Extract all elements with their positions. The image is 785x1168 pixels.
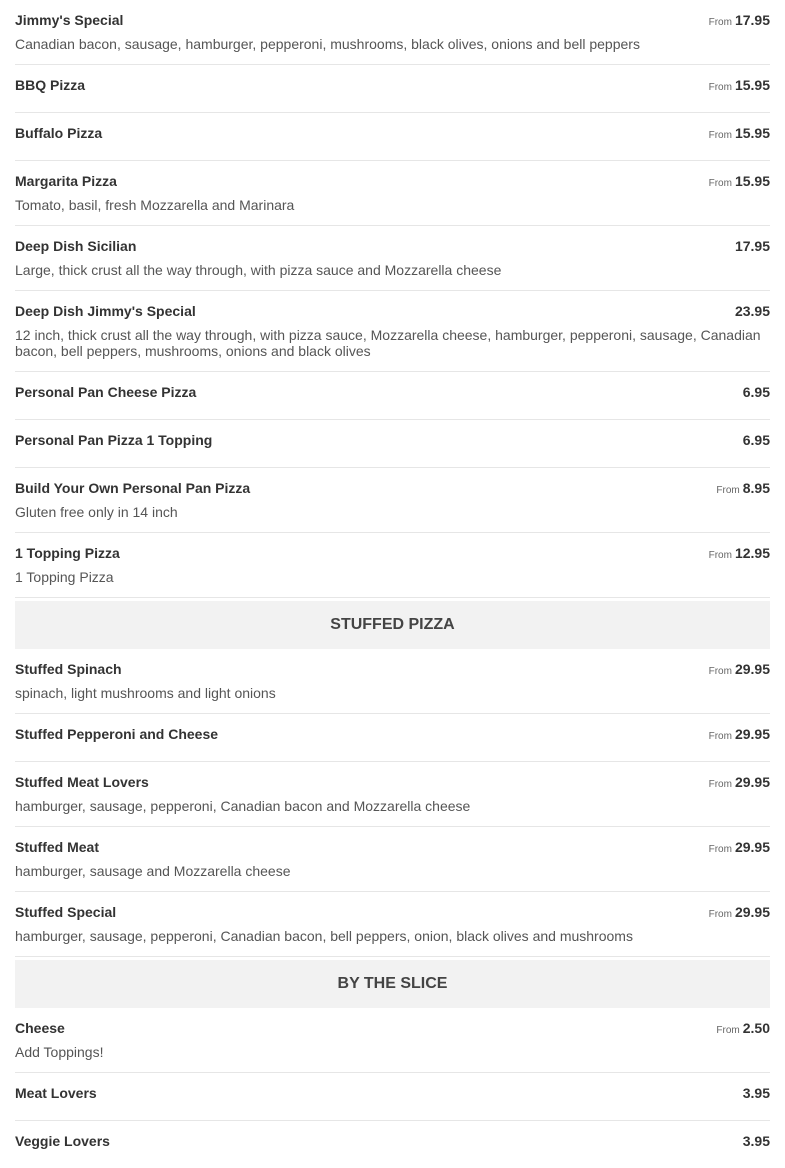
menu-item-description: Gluten free only in 14 inch xyxy=(15,504,178,520)
menu-item-header xyxy=(15,77,770,95)
menu-item-price-group xyxy=(743,1085,770,1103)
menu-item-price: 29.95 xyxy=(734,904,770,920)
menu-item-bbq-pizza[interactable] xyxy=(15,65,770,113)
menu-item-price-group xyxy=(709,125,770,143)
menu-item-stuffed-pepperoni-and-cheese[interactable] xyxy=(15,714,770,762)
menu-item-price-group xyxy=(716,480,770,498)
menu-list xyxy=(15,0,770,1168)
menu-item-description: hamburger, sausage and Mozzarella cheese xyxy=(15,863,291,879)
menu-item-price: 17.95 xyxy=(734,12,770,28)
menu-item-stuffed-spinach[interactable] xyxy=(15,649,770,714)
menu-item-description: Tomato, basil, fresh Mozzarella and Marinara xyxy=(15,197,295,213)
menu-item-price: 29.95 xyxy=(734,661,770,677)
menu-item-meat-lovers[interactable] xyxy=(15,1073,770,1121)
price-from-label: From xyxy=(708,178,732,189)
menu-item-name: Stuffed Meat xyxy=(15,839,99,855)
menu-item-price-group xyxy=(709,77,770,95)
price-from-label: From xyxy=(708,909,732,920)
menu-item-header xyxy=(15,1085,770,1103)
menu-item-name: Margarita Pizza xyxy=(15,173,117,189)
menu-item-price: 3.95 xyxy=(742,1133,770,1149)
menu-item-name: Stuffed Spinach xyxy=(15,661,122,677)
menu-item-price: 29.95 xyxy=(734,839,770,855)
menu-item-name: Personal Pan Cheese Pizza xyxy=(15,384,197,400)
price-from-label: From xyxy=(716,485,740,496)
menu-item-description: hamburger, sausage, pepperoni, Canadian bacon, bell peppers, onion, black olives and mushrooms xyxy=(15,928,633,944)
menu-item-header xyxy=(15,661,770,679)
menu-item-name: Personal Pan Pizza 1 Topping xyxy=(15,432,213,448)
menu-item-name: BBQ Pizza xyxy=(15,77,86,93)
menu-item-price-group xyxy=(709,12,770,30)
menu-item-price-group xyxy=(709,904,770,922)
menu-item-price-group xyxy=(743,432,770,450)
price-from-label: From xyxy=(708,666,732,677)
menu-item-description: Canadian bacon, sausage, hamburger, pepperoni, mushrooms, black olives, onions and bell peppers xyxy=(15,36,640,52)
menu-item-header xyxy=(15,904,770,922)
menu-item-name: 1 Topping Pizza xyxy=(15,545,120,561)
menu-item-header xyxy=(15,12,770,30)
section-header-stuffed-pizza: STUFFED PIZZA xyxy=(15,601,770,649)
menu-item-price: 29.95 xyxy=(734,726,770,742)
menu-item-name: Deep Dish Jimmy's Special xyxy=(15,303,196,319)
price-from-label: From xyxy=(708,844,732,855)
menu-item-cheese[interactable] xyxy=(15,1008,770,1073)
menu-item-price-group xyxy=(709,726,770,744)
menu-item-name: Stuffed Pepperoni and Cheese xyxy=(15,726,219,742)
menu-item-description: spinach, light mushrooms and light onions xyxy=(15,685,276,701)
menu-item-price: 15.95 xyxy=(734,125,770,141)
menu-item-header xyxy=(15,384,770,402)
menu-item-name: Jimmy's Special xyxy=(15,12,124,28)
menu-item-header xyxy=(15,774,770,792)
menu-item-description: hamburger, sausage, pepperoni, Canadian bacon and Mozzarella cheese xyxy=(15,798,471,814)
menu-item-price: 6.95 xyxy=(742,432,770,448)
menu-item-build-your-own-personal-pan-pizza[interactable] xyxy=(15,468,770,533)
menu-item-deep-dish-jimmy-s-special[interactable] xyxy=(15,291,770,372)
menu-item-price-group xyxy=(735,238,770,256)
menu-item-deep-dish-sicilian[interactable] xyxy=(15,226,770,291)
menu-item-name: Meat Lovers xyxy=(15,1085,97,1101)
price-from-label: From xyxy=(708,17,732,28)
section-header-by-the-slice: BY THE SLICE xyxy=(15,960,770,1008)
menu-item-name: Deep Dish Sicilian xyxy=(15,238,137,254)
menu-item-price-group xyxy=(735,303,770,321)
menu-item-stuffed-meat-lovers[interactable] xyxy=(15,762,770,827)
menu-item-stuffed-meat[interactable] xyxy=(15,827,770,892)
menu-item-veggie-lovers[interactable] xyxy=(15,1121,770,1168)
menu-item-price-group xyxy=(709,839,770,857)
menu-item-header xyxy=(15,125,770,143)
price-from-label: From xyxy=(708,779,732,790)
menu-item-header xyxy=(15,480,770,498)
menu-item-price: 12.95 xyxy=(734,545,770,561)
menu-item-price: 15.95 xyxy=(734,173,770,189)
menu-item-header xyxy=(15,1133,770,1151)
price-from-label: From xyxy=(708,130,732,141)
menu-item-header xyxy=(15,1020,770,1038)
menu-item-price-group xyxy=(743,384,770,402)
menu-item-name: Buffalo Pizza xyxy=(15,125,103,141)
menu-item-1-topping-pizza[interactable] xyxy=(15,533,770,598)
menu-item-header xyxy=(15,238,770,256)
menu-item-personal-pan-cheese-pizza[interactable] xyxy=(15,372,770,420)
menu-item-price: 3.95 xyxy=(742,1085,770,1101)
menu-item-jimmy-s-special[interactable] xyxy=(15,0,770,65)
menu-item-description: 1 Topping Pizza xyxy=(15,569,114,585)
menu-item-name: Build Your Own Personal Pan Pizza xyxy=(15,480,251,496)
menu-item-price-group xyxy=(709,173,770,191)
menu-item-price-group xyxy=(709,774,770,792)
menu-item-name: Stuffed Special xyxy=(15,904,117,920)
menu-item-stuffed-special[interactable] xyxy=(15,892,770,957)
menu-item-price: 29.95 xyxy=(734,774,770,790)
menu-item-name: Veggie Lovers xyxy=(15,1133,110,1149)
menu-item-price-group xyxy=(709,545,770,563)
menu-item-name: Stuffed Meat Lovers xyxy=(15,774,149,790)
menu-item-price-group xyxy=(709,661,770,679)
menu-item-price: 6.95 xyxy=(742,384,770,400)
menu-item-price-group xyxy=(743,1133,770,1151)
menu-item-description: Add Toppings! xyxy=(15,1044,104,1060)
menu-item-header xyxy=(15,839,770,857)
menu-item-price: 8.95 xyxy=(742,480,770,496)
menu-item-price: 17.95 xyxy=(734,238,770,254)
menu-item-margarita-pizza[interactable] xyxy=(15,161,770,226)
menu-item-header xyxy=(15,432,770,450)
menu-item-price-group xyxy=(716,1020,770,1038)
price-from-label: From xyxy=(708,82,732,93)
menu-item-personal-pan-pizza-1-topping[interactable] xyxy=(15,420,770,468)
menu-item-price: 23.95 xyxy=(734,303,770,319)
menu-item-header xyxy=(15,303,770,321)
menu-item-header xyxy=(15,726,770,744)
menu-item-header xyxy=(15,545,770,563)
menu-item-header xyxy=(15,173,770,191)
price-from-label: From xyxy=(708,550,732,561)
menu-item-buffalo-pizza[interactable] xyxy=(15,113,770,161)
price-from-label: From xyxy=(708,731,732,742)
menu-item-price: 15.95 xyxy=(734,77,770,93)
menu-item-description: 12 inch, thick crust all the way through, with pizza sauce, Mozzarella cheese, hamburger, pepperoni, sausage, Canadian bacon, bell peppers, mushrooms, onions and black olives xyxy=(15,327,761,359)
menu-item-price: 2.50 xyxy=(742,1020,770,1036)
menu-item-name: Cheese xyxy=(15,1020,65,1036)
price-from-label: From xyxy=(716,1025,740,1036)
menu-item-description: Large, thick crust all the way through, with pizza sauce and Mozzarella cheese xyxy=(15,262,502,278)
